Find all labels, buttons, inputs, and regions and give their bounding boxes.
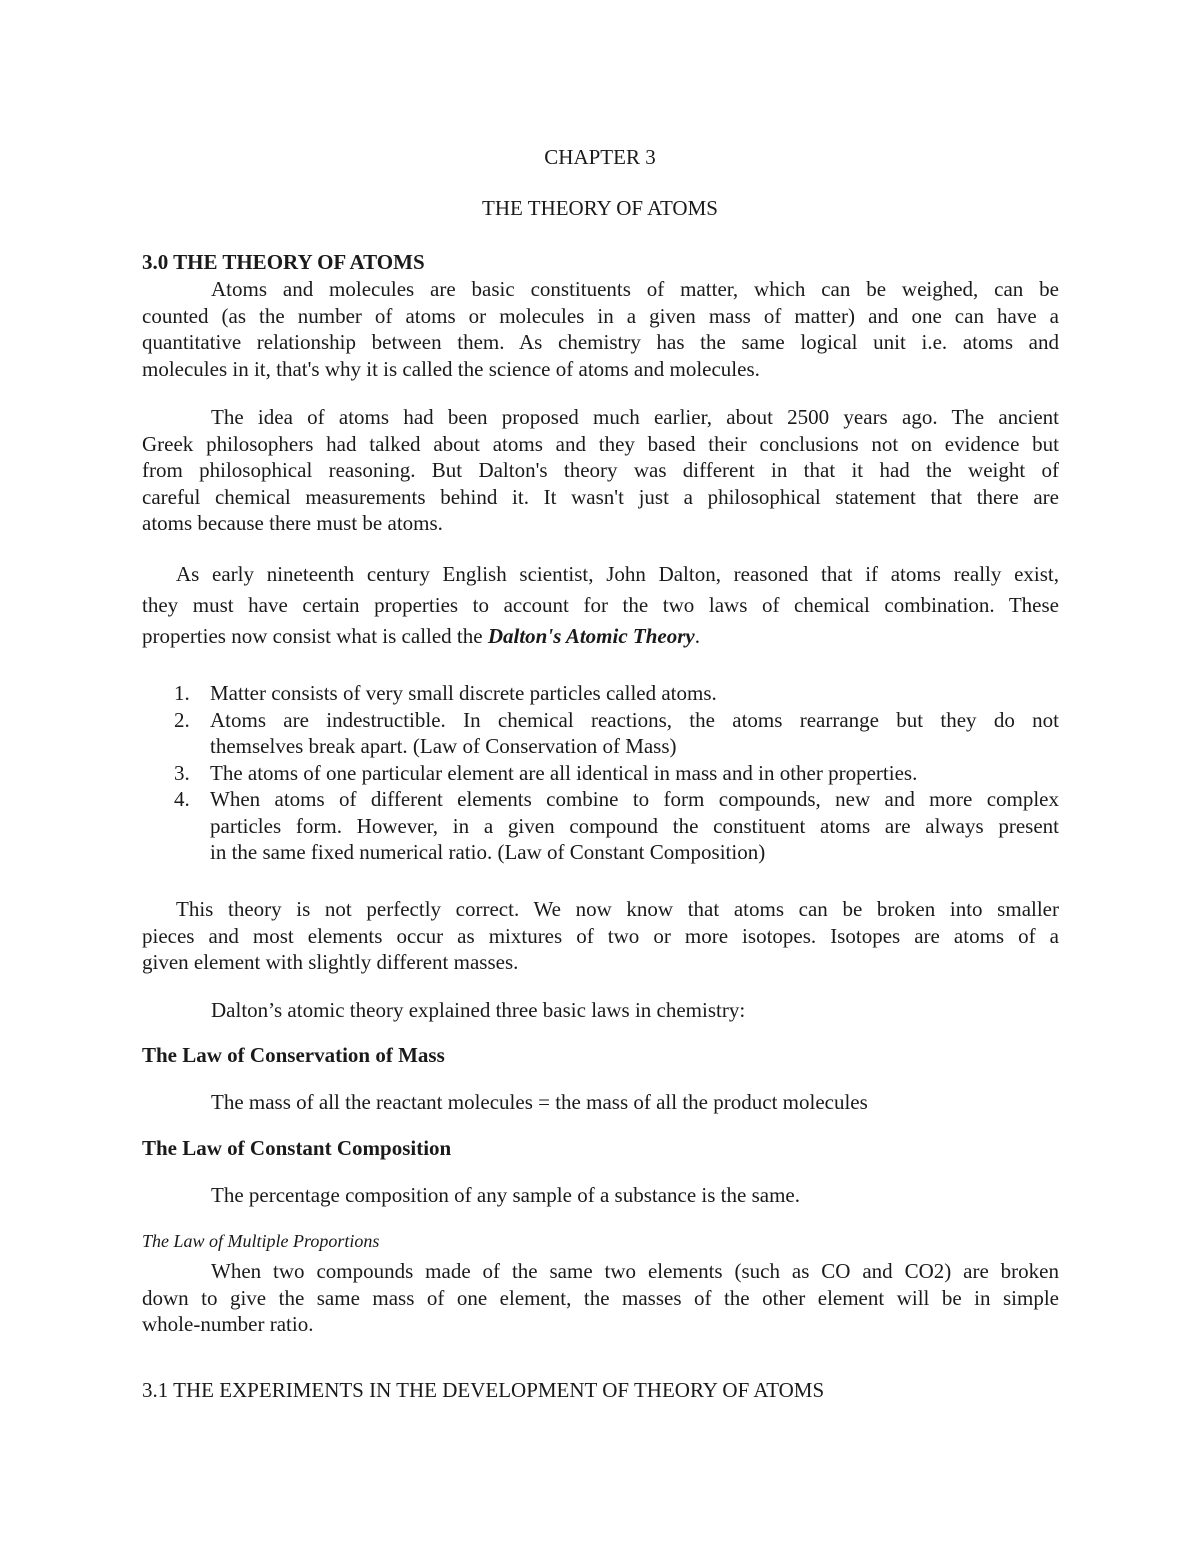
list-line: The atoms of one particular element are all identical in mass and in other properties. (210, 760, 918, 785)
chapter-label: CHAPTER 3 (544, 145, 656, 169)
paragraph-dalton (142, 559, 1059, 652)
list-number: 2. (174, 707, 190, 732)
paragraph-line: counted (as the number of atoms or molecules in a given mass of matter) and one can have a (142, 303, 1059, 328)
chapter-title: THE THEORY OF ATOMS (482, 196, 718, 220)
paragraph-line: from philosophical reasoning. But Dalton's theory was different in that it had the weight of (142, 458, 1059, 482)
paragraph-multiple-proportions (142, 1258, 1059, 1338)
paragraph-three-laws-intro: Dalton’s atomic theory explained three basic laws in chemistry: (211, 998, 746, 1022)
paragraph-text: . (694, 624, 700, 648)
paragraph-line (142, 621, 1059, 652)
paragraph-line: down to give the same mass of one element, the masses of the other element will be in simple (142, 1285, 1059, 1310)
list-line: Matter consists of very small discrete particles called atoms. (210, 681, 717, 705)
paragraph-atoms-molecules (142, 276, 1059, 382)
law-constant-composition-heading: The Law of Constant Composition (142, 1136, 452, 1160)
paragraph-line: they must have certain properties to account for the two laws of chemical combination. These (142, 593, 1059, 617)
list-line: When atoms of different elements combine to form compounds, new and more complex (210, 787, 1059, 811)
paragraph-line: This theory is not perfectly correct. We now know that atoms can be broken into smaller (176, 897, 1059, 921)
list-line: in the same fixed numerical ratio. (Law of Constant Composition) (210, 840, 766, 864)
list-item (174, 707, 1059, 760)
paragraph-line: whole-number ratio. (142, 1312, 314, 1336)
paragraph-line: molecules in it, that's why it is called the science of atoms and molecules. (142, 356, 760, 381)
list-item (174, 760, 1059, 787)
paragraph-text: properties now consist what is called the (142, 624, 488, 648)
paragraph-line: careful chemical measurements behind it. It wasn't just a philosophical statement that there are (142, 484, 1059, 509)
list-item (174, 680, 1059, 707)
list-line: Atoms are indestructible. In chemical reactions, the atoms rearrange but they do not (210, 707, 1059, 732)
theory-points-list (174, 680, 1059, 866)
law-constant-composition-text: The percentage composition of any sample of a substance is the same. (211, 1183, 800, 1207)
section-heading-3-0: 3.0 THE THEORY OF ATOMS (142, 250, 425, 274)
paragraph-line: atoms because there must be atoms. (142, 511, 443, 535)
list-line: themselves break apart. (Law of Conservation of Mass) (210, 734, 677, 758)
paragraph-line: As early nineteenth century English scientist, John Dalton, reasoned that if atoms really exist, (176, 562, 1059, 586)
paragraph-line: Greek philosophers had talked about atoms and they based their conclusions not on evidence but (142, 431, 1059, 456)
paragraph-line: Atoms and molecules are basic constituents of matter, which can be weighed, can be (211, 277, 1059, 301)
law-conservation-mass-heading: The Law of Conservation of Mass (142, 1043, 445, 1067)
paragraph-line: pieces and most elements occur as mixtures of two or more isotopes. Isotopes are atoms of a (142, 923, 1059, 948)
paragraph-theory-correction (142, 896, 1059, 976)
list-number: 3. (174, 760, 190, 785)
list-item (174, 786, 1059, 866)
list-line: particles form. However, in a given compound the constituent atoms are always present (210, 813, 1059, 838)
list-number: 4. (174, 787, 190, 811)
daltons-atomic-theory-term: Dalton's Atomic Theory (487, 624, 695, 648)
paragraph-line: The idea of atoms had been proposed much earlier, about 2500 years ago. The ancient (211, 405, 1059, 429)
paragraph-line: When two compounds made of the same two elements (such as CO and CO2) are broken (211, 1259, 1059, 1283)
law-conservation-mass-text: The mass of all the reactant molecules = the mass of all the product molecules (211, 1090, 868, 1114)
paragraph-line: given element with slightly different masses. (142, 950, 519, 974)
list-number: 1. (174, 681, 190, 705)
law-multiple-proportions-heading: The Law of Multiple Proportions (142, 1231, 380, 1251)
section-heading-3-1: 3.1 THE EXPERIMENTS IN THE DEVELOPMENT OF THEORY OF ATOMS (142, 1378, 825, 1402)
paragraph-history (142, 404, 1059, 537)
paragraph-line: quantitative relationship between them. As chemistry has the same logical unit i.e. atoms and (142, 330, 1059, 354)
